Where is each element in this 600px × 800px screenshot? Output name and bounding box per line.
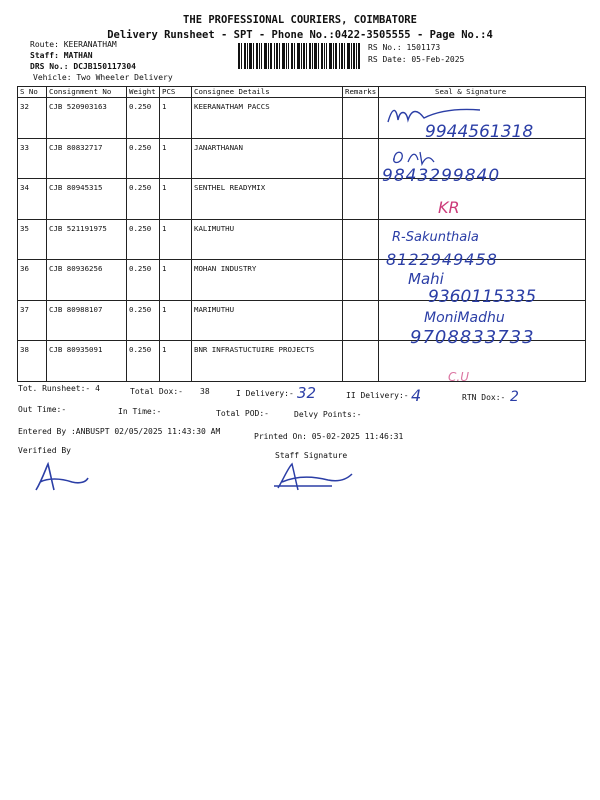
- cell-sno: 32: [18, 98, 47, 139]
- total-dox-label: Total Dox:-: [130, 387, 183, 396]
- runsheet-subtitle: Delivery Runsheet - SPT - Phone No.:0422-3505555 - Page No.:4: [107, 29, 493, 41]
- cell-consignee: MOHAN INDUSTRY: [192, 260, 343, 301]
- delvy-points-label: Delvy Points:-: [294, 410, 362, 419]
- handwritten-phone-5: 8122949458: [386, 250, 498, 269]
- col-header-sno: S No: [18, 87, 47, 98]
- in-time-label: In Time:-: [118, 407, 162, 416]
- cell-pcs: 1: [160, 138, 192, 179]
- barcode-icon: [238, 43, 360, 69]
- out-time-label: Out Time:-: [18, 405, 67, 414]
- cell-remarks: [343, 260, 379, 301]
- cell-weight: 0.250: [127, 341, 160, 382]
- cell-weight: 0.250: [127, 138, 160, 179]
- cell-weight: 0.250: [127, 260, 160, 301]
- cell-consignment: CJB 521191975: [47, 219, 127, 260]
- cell-weight: 0.250: [127, 300, 160, 341]
- total-dox-value: 38: [200, 387, 210, 396]
- handwritten-phone-1: 9944561318: [425, 122, 534, 142]
- cell-consignment: CJB 80945315: [47, 179, 127, 220]
- cell-weight: 0.250: [127, 98, 160, 139]
- route-label: Route: KEERANATHAM: [30, 40, 117, 49]
- rtn-dox-value: 2: [510, 389, 519, 405]
- staff-signature-label: Staff Signature: [275, 451, 348, 460]
- cell-consignment: CJB 80935091: [47, 341, 127, 382]
- cell-pcs: 1: [160, 98, 192, 139]
- cell-remarks: [343, 341, 379, 382]
- handwritten-name-5: Mahi: [408, 270, 444, 288]
- col-header-consignment: Consignment No: [47, 87, 127, 98]
- drs-number: DRS No.: DCJB150117304: [30, 62, 136, 71]
- cell-pcs: 1: [160, 341, 192, 382]
- col-header-consignee: Consignee Details: [192, 87, 343, 98]
- col-header-weight: Weight: [127, 87, 160, 98]
- cell-consignee: KEERANATHAM PACCS: [192, 98, 343, 139]
- cell-sno: 33: [18, 138, 47, 179]
- rtn-dox-label: RTN Dox:-: [462, 393, 506, 402]
- table-header-row: [18, 87, 586, 98]
- staff-label: Staff: MATHAN: [30, 51, 93, 60]
- cell-remarks: [343, 98, 379, 139]
- cell-consignee: BNR INFRASTUCTUIRE PROJECTS: [192, 341, 343, 382]
- cell-consignment: CJB 80988107: [47, 300, 127, 341]
- rs-number: RS No.: 1501173: [368, 43, 441, 52]
- handwritten-mark: C.U: [448, 370, 469, 384]
- cell-consignee: MARIMUTHU: [192, 300, 343, 341]
- cell-sno: 35: [18, 219, 47, 260]
- total-pod-label: Total POD:-: [216, 409, 269, 418]
- table-row: [18, 179, 586, 220]
- cell-sno: 37: [18, 300, 47, 341]
- ii-delivery-label: II Delivery:-: [346, 391, 409, 400]
- cell-sno: 38: [18, 341, 47, 382]
- cell-remarks: [343, 300, 379, 341]
- verified-by-label: Verified By: [18, 446, 71, 455]
- handwritten-name-4: R-Sakunthala: [392, 230, 479, 245]
- handwritten-phone-2: 9843299840: [382, 166, 501, 186]
- col-header-pcs: PCS: [160, 87, 192, 98]
- vehicle-label: Vehicle: Two Wheeler Delivery: [33, 73, 173, 82]
- cell-remarks: [343, 138, 379, 179]
- i-delivery-value: 32: [297, 384, 317, 402]
- col-header-remarks: Remarks: [343, 87, 379, 98]
- table-row: [18, 138, 586, 179]
- cell-consignee: JANARTHANAN: [192, 138, 343, 179]
- cell-consignment: CJB 80832717: [47, 138, 127, 179]
- tot-runsheet: Tot. Runsheet:- 4: [18, 384, 100, 393]
- ii-delivery-value: 4: [411, 386, 422, 405]
- company-title: THE PROFESSIONAL COURIERS, COIMBATORE: [183, 14, 417, 26]
- cell-remarks: [343, 179, 379, 220]
- cell-sno: 36: [18, 260, 47, 301]
- cell-pcs: 1: [160, 219, 192, 260]
- table-row: [18, 219, 586, 260]
- handwritten-initials-3: KR: [438, 198, 460, 217]
- handwritten-phone-7: 9708833733: [410, 327, 535, 348]
- cell-weight: 0.250: [127, 219, 160, 260]
- handwritten-name-6: MoniMadhu: [424, 310, 505, 326]
- col-header-signature: Seal & Signature: [379, 87, 586, 98]
- cell-sno: 34: [18, 179, 47, 220]
- cell-consignment: CJB 80936256: [47, 260, 127, 301]
- printed-on: Printed On: 05-02-2025 11:46:31: [254, 432, 404, 441]
- cell-pcs: 1: [160, 260, 192, 301]
- handwritten-phone-6: 9360115335: [428, 287, 537, 307]
- cell-pcs: 1: [160, 179, 192, 220]
- cell-consignee: KALIMUTHU: [192, 219, 343, 260]
- rs-date: RS Date: 05-Feb-2025: [368, 55, 465, 64]
- handwritten-signature-2: [390, 146, 450, 168]
- cell-consignee: SENTHEL READYMIX: [192, 179, 343, 220]
- cell-remarks: [343, 219, 379, 260]
- staff-signature: [272, 462, 354, 492]
- verifier-signature: [32, 460, 90, 494]
- cell-weight: 0.250: [127, 179, 160, 220]
- i-delivery-label: I Delivery:-: [236, 389, 294, 398]
- entered-by: Entered By :ANBUSPT 02/05/2025 11:43:30 AM: [18, 427, 221, 436]
- cell-consignment: CJB 520903163: [47, 98, 127, 139]
- cell-pcs: 1: [160, 300, 192, 341]
